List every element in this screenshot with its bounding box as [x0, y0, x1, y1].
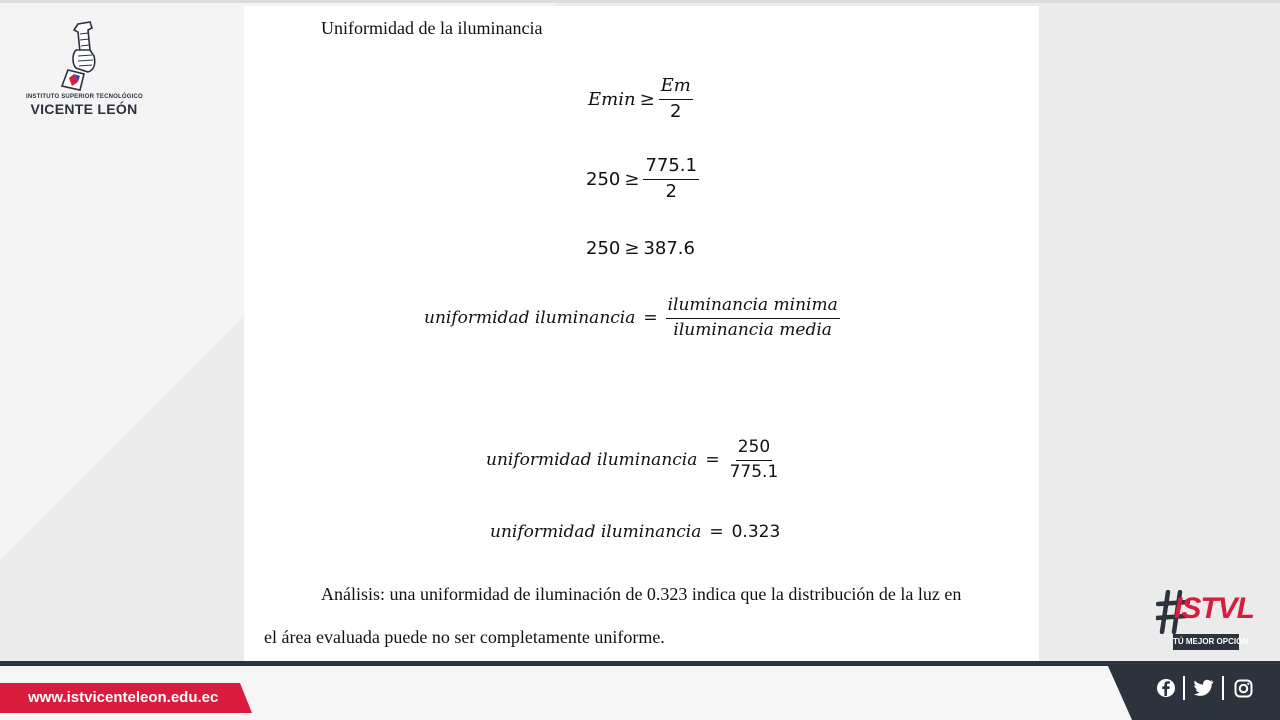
eq3-lhs: 250: [586, 238, 621, 259]
social-separator: [1222, 676, 1224, 700]
section-heading: Uniformidad de la iluminancia: [321, 18, 543, 38]
eq4-op: =: [643, 308, 658, 329]
eq1-denominator: 2: [670, 100, 682, 122]
equation-uniformity-substitution: [486, 438, 780, 482]
istvl-tagline: TÚ MEJOR OPCIÓN: [1173, 634, 1239, 650]
website-link[interactable]: www.istvicenteleon.edu.ec: [28, 689, 219, 706]
facebook-icon[interactable]: [1156, 676, 1176, 700]
analysis-line-2: el área evaluada puede no ser completamente uniforme.: [264, 627, 665, 647]
twitter-icon[interactable]: [1194, 676, 1214, 700]
institute-subtitle: INSTITUTO SUPERIOR TECNOLÓGICO: [26, 94, 143, 100]
istvl-brand: [1156, 588, 1255, 652]
eq4-fraction: [666, 296, 840, 340]
eq2-op: ≥: [624, 168, 640, 190]
eq3-rhs: 387.6: [643, 238, 695, 259]
eq6-rhs: 0.323: [731, 522, 781, 542]
istvl-wordmark: ISTVL: [1174, 592, 1255, 625]
eq3-op: ≥: [624, 238, 640, 259]
eq4-denominator: iluminancia media: [673, 319, 832, 340]
equation-substitution: [586, 156, 699, 202]
equation-emin: [588, 76, 693, 122]
equation-uniformity-result: [490, 522, 780, 542]
document-page: [244, 6, 1039, 666]
eq5-op: =: [705, 450, 720, 471]
eq6-lhs: uniformidad iluminancia: [490, 522, 702, 542]
social-separator: [1183, 676, 1185, 700]
eq1-numerator: Em: [659, 76, 693, 100]
instagram-icon[interactable]: [1234, 676, 1253, 700]
eq1-fraction: [659, 76, 693, 122]
eq2-fraction: [643, 156, 699, 202]
eq5-lhs: uniformidad iluminancia: [486, 450, 698, 471]
eq5-denominator: 775.1: [729, 461, 779, 482]
eq1-op: ≥: [639, 88, 655, 110]
institute-name: VICENTE LEÓN: [30, 101, 138, 117]
eq6-op: =: [709, 522, 724, 542]
eq2-numerator: 775.1: [643, 156, 699, 180]
eq2-denominator: 2: [665, 180, 677, 202]
eq4-lhs: uniformidad iluminancia: [424, 308, 636, 329]
equation-uniformity-formula: [424, 296, 840, 340]
eq1-lhs: Emin: [588, 88, 636, 110]
eq2-lhs: 250: [586, 168, 621, 190]
eq5-fraction: [728, 438, 781, 482]
equation-result: [586, 238, 695, 259]
eq4-numerator: iluminancia minima: [666, 296, 840, 319]
analysis-line-1: Análisis: una uniformidad de iluminación de 0.323 indica que la distribución de la luz en: [321, 584, 962, 604]
eq5-numerator: 250: [736, 438, 772, 461]
top-divider: [0, 0, 1280, 3]
institute-logo: [26, 20, 142, 130]
torch-hand-icon: [54, 20, 114, 92]
